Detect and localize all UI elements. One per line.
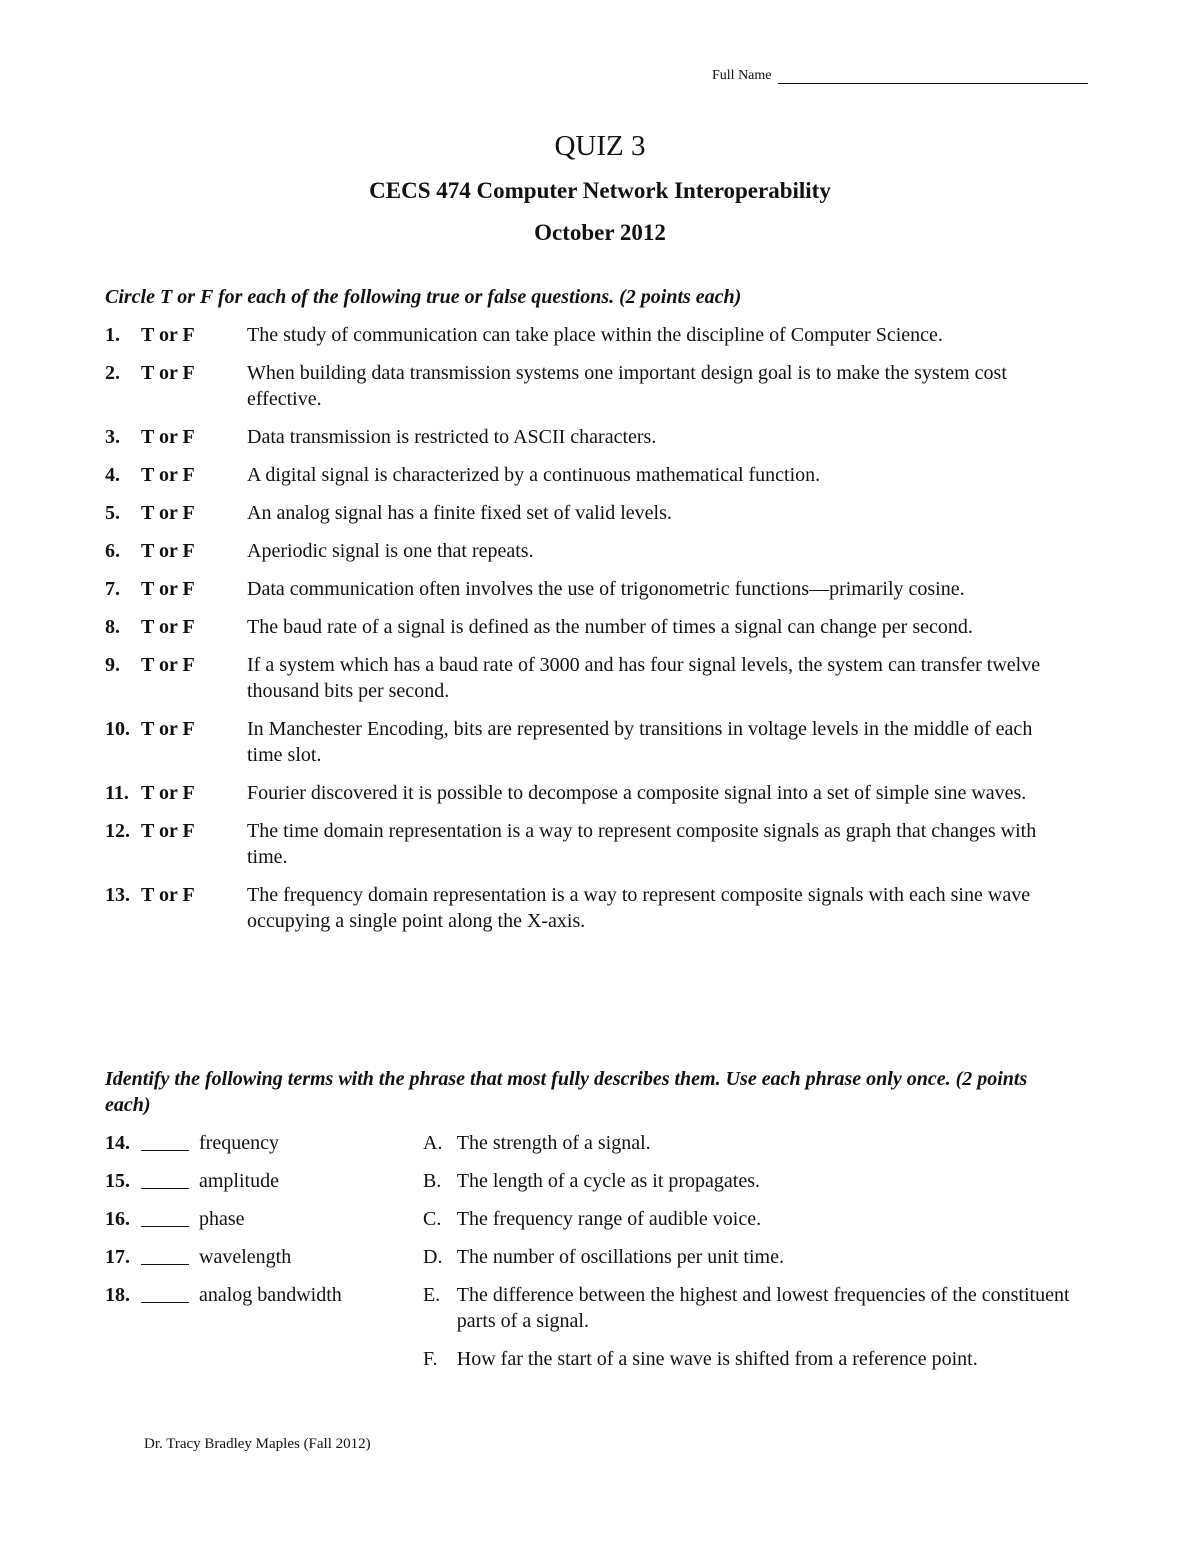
question-number: 17. xyxy=(105,1246,130,1268)
full-name-line[interactable] xyxy=(778,69,1088,84)
question-number: 8. xyxy=(105,616,120,638)
matching-row xyxy=(105,1130,1105,1156)
question-text: Fourier discovered it is possible to decompose a composite signal into a set of simple sine waves. xyxy=(247,782,1027,804)
matching-term-cell xyxy=(105,1168,423,1194)
phrase-text: The number of oscillations per unit time. xyxy=(456,1246,784,1268)
phrase-letter: B. xyxy=(423,1170,442,1192)
phrase-letter: C. xyxy=(423,1208,442,1230)
term: wavelength xyxy=(199,1246,292,1268)
title-block xyxy=(0,128,1200,248)
tf-question xyxy=(105,716,1095,768)
true-false-choice[interactable]: T or F xyxy=(141,782,195,804)
question-text: When building data transmission systems one important design goal is to make the system cost effective. xyxy=(247,362,1007,410)
question-number: 9. xyxy=(105,654,120,676)
true-false-choice[interactable]: T or F xyxy=(141,616,195,638)
tf-question xyxy=(105,322,1095,348)
question-number: 6. xyxy=(105,540,120,562)
question-number: 3. xyxy=(105,426,120,448)
matching-term-cell xyxy=(105,1346,423,1372)
answer-blank[interactable] xyxy=(141,1168,189,1189)
question-number: 15. xyxy=(105,1170,130,1192)
phrase-option xyxy=(423,1130,1073,1156)
matching-instructions: Identify the following terms with the phrase that most fully describes them. Use each phrase only once. (2 points each) xyxy=(105,1068,1028,1116)
true-false-choice[interactable]: T or F xyxy=(141,502,195,524)
tf-question xyxy=(105,538,1095,564)
matching-row xyxy=(105,1282,1105,1334)
question-text: If a system which has a baud rate of 3000 and has four signal levels, the system can transfer twelve thousand bits per second. xyxy=(247,654,1041,702)
tf-question xyxy=(105,462,1095,488)
term: analog bandwidth xyxy=(199,1284,342,1306)
phrase-text: The difference between the highest and lowest frequencies of the constituent parts of a signal. xyxy=(456,1284,1070,1332)
question-number: 13. xyxy=(105,884,130,906)
matching-term-cell xyxy=(105,1130,423,1156)
phrase-letter: F. xyxy=(423,1348,438,1370)
true-false-list xyxy=(105,322,1095,946)
phrase-option xyxy=(423,1346,1073,1372)
question-number: 11. xyxy=(105,782,129,804)
quiz-title: QUIZ 3 xyxy=(554,130,646,162)
tf-question xyxy=(105,424,1095,450)
matching-row xyxy=(105,1346,1105,1372)
true-false-choice[interactable]: T or F xyxy=(141,362,195,384)
question-number: 1. xyxy=(105,324,120,346)
question-number: 10. xyxy=(105,718,130,740)
matching-row xyxy=(105,1168,1105,1194)
question-text: Data communication often involves the use of trigonometric functions—primarily cosine. xyxy=(247,578,965,600)
phrase-text: The frequency range of audible voice. xyxy=(456,1208,762,1230)
question-number: 7. xyxy=(105,578,120,600)
question-text: The time domain representation is a way to represent composite signals as graph that changes with time. xyxy=(247,820,1037,868)
matching-row xyxy=(105,1206,1105,1232)
phrase-text: How far the start of a sine wave is shifted from a reference point. xyxy=(456,1348,978,1370)
question-number: 18. xyxy=(105,1284,130,1306)
tf-instructions: Circle T or F for each of the following true or false questions. (2 points each) xyxy=(105,286,742,308)
full-name-field[interactable] xyxy=(712,68,1088,84)
question-text: Aperiodic signal is one that repeats. xyxy=(247,540,534,562)
true-false-choice[interactable]: T or F xyxy=(141,820,195,842)
tf-question xyxy=(105,882,1095,934)
true-false-choice[interactable]: T or F xyxy=(141,654,195,676)
tf-question xyxy=(105,780,1095,806)
matching-term-cell xyxy=(105,1282,423,1334)
tf-question xyxy=(105,652,1095,704)
phrase-text: The strength of a signal. xyxy=(456,1132,651,1154)
term: amplitude xyxy=(199,1170,279,1192)
phrase-option xyxy=(423,1282,1073,1334)
full-name-label: Full Name xyxy=(712,68,772,83)
phrase-option xyxy=(423,1168,1073,1194)
question-text: The frequency domain representation is a way to represent composite signals with each sine wave occupying a single point along the X-axis. xyxy=(247,884,1031,932)
question-number: 16. xyxy=(105,1208,130,1230)
question-text: In Manchester Encoding, bits are represented by transitions in voltage levels in the middle of each time slot. xyxy=(247,718,1033,766)
answer-blank[interactable] xyxy=(141,1130,189,1151)
question-number: 4. xyxy=(105,464,120,486)
phrase-option xyxy=(423,1206,1073,1232)
tf-question xyxy=(105,614,1095,640)
question-number: 5. xyxy=(105,502,120,524)
true-false-choice[interactable]: T or F xyxy=(141,324,195,346)
phrase-letter: E. xyxy=(423,1284,441,1306)
answer-blank[interactable] xyxy=(141,1282,189,1303)
question-text: An analog signal has a finite fixed set of valid levels. xyxy=(247,502,672,524)
phrase-option xyxy=(423,1244,1073,1270)
course-title: CECS 474 Computer Network Interoperability xyxy=(369,178,831,203)
question-number: 14. xyxy=(105,1132,130,1154)
matching-term-cell xyxy=(105,1206,423,1232)
question-text: Data transmission is restricted to ASCII characters. xyxy=(247,426,657,448)
tf-question xyxy=(105,360,1095,412)
matching-row xyxy=(105,1244,1105,1270)
phrase-text: The length of a cycle as it propagates. xyxy=(456,1170,761,1192)
phrase-letter: A. xyxy=(423,1132,443,1154)
answer-blank[interactable] xyxy=(141,1244,189,1265)
term: frequency xyxy=(199,1132,279,1154)
tf-question xyxy=(105,500,1095,526)
term: phase xyxy=(199,1208,245,1230)
question-number: 2. xyxy=(105,362,120,384)
matching-term-cell xyxy=(105,1244,423,1270)
question-number: 12. xyxy=(105,820,130,842)
question-text: The study of communication can take place within the discipline of Computer Science. xyxy=(247,324,943,346)
true-false-choice[interactable]: T or F xyxy=(141,578,195,600)
tf-question xyxy=(105,576,1095,602)
question-text: A digital signal is characterized by a continuous mathematical function. xyxy=(247,464,821,486)
true-false-choice[interactable]: T or F xyxy=(141,426,195,448)
footer-author: Dr. Tracy Bradley Maples (Fall 2012) xyxy=(144,1436,371,1452)
quiz-date: October 2012 xyxy=(534,220,666,245)
true-false-choice[interactable]: T or F xyxy=(141,540,195,562)
true-false-choice[interactable]: T or F xyxy=(141,884,195,906)
answer-blank[interactable] xyxy=(141,1206,189,1227)
matching-list xyxy=(105,1130,1105,1384)
phrase-letter: D. xyxy=(423,1246,443,1268)
tf-question xyxy=(105,818,1095,870)
true-false-choice[interactable]: T or F xyxy=(141,464,195,486)
true-false-choice[interactable]: T or F xyxy=(141,718,195,740)
question-text: The baud rate of a signal is defined as the number of times a signal can change per second. xyxy=(247,616,973,638)
